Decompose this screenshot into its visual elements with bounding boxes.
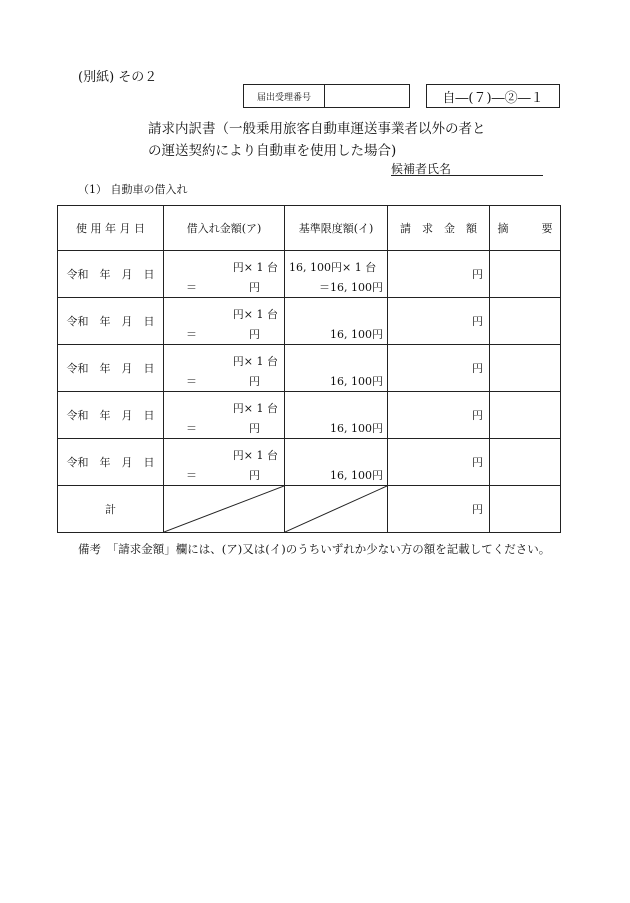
table-row xyxy=(58,298,561,345)
rental-amount-cell[interactable] xyxy=(164,392,285,439)
table-row xyxy=(58,392,561,439)
claim-yen: 円 xyxy=(472,362,483,375)
claim-amount-cell[interactable] xyxy=(388,298,490,345)
total-label: 計 xyxy=(58,486,164,533)
claim-yen: 円 xyxy=(472,456,483,469)
claim-yen: 円 xyxy=(472,315,483,328)
table-row xyxy=(58,251,561,298)
remarks-cell[interactable] xyxy=(490,298,561,345)
claim-yen: 円 xyxy=(472,409,483,422)
header-remarks: 摘 要 xyxy=(490,206,561,251)
claim-amount-cell[interactable] xyxy=(388,439,490,486)
limit-calc-text: 16, 100円× 1 台 xyxy=(289,261,377,274)
rental-yen: 円 xyxy=(249,469,260,482)
total-row xyxy=(58,486,561,533)
rental-calc-text: 円× 1 台 xyxy=(232,261,278,274)
total-rental-diagonal xyxy=(164,486,285,533)
remarks-note: 備考 「請求金額」欄には、(ア)又は(イ)のうちいずれか少ない方の額を記載してください。 xyxy=(78,542,551,556)
table-row xyxy=(58,439,561,486)
equals-sign: ＝ xyxy=(186,281,197,294)
limit-amount: 16, 100円 xyxy=(330,375,383,388)
equals-sign: ＝ xyxy=(186,328,197,341)
usage-date-cell[interactable]: 令和 年 月 日 xyxy=(58,298,164,345)
total-claim-cell[interactable] xyxy=(388,486,490,533)
header-usage-date: 使 用 年 月 日 xyxy=(58,206,164,251)
rental-amount-cell[interactable] xyxy=(164,345,285,392)
claim-amount-cell[interactable] xyxy=(388,251,490,298)
usage-date-cell[interactable]: 令和 年 月 日 xyxy=(58,251,164,298)
equals-sign: ＝ xyxy=(186,422,197,435)
candidate-name-label: 候補者氏名 xyxy=(391,162,452,176)
receipt-number-box xyxy=(243,84,410,108)
limit-amount: 16, 100円 xyxy=(330,469,383,482)
total-remarks-cell[interactable] xyxy=(490,486,561,533)
equals-sign: ＝ xyxy=(186,469,197,482)
rental-yen: 円 xyxy=(249,375,260,388)
rental-yen: 円 xyxy=(249,422,260,435)
table-row xyxy=(58,345,561,392)
receipt-number-label: 届出受理番号 xyxy=(244,85,325,107)
document-title-line2: の運送契約により自動車を使用した場合) xyxy=(148,143,397,159)
candidate-name-field[interactable] xyxy=(391,175,543,176)
rental-yen: 円 xyxy=(249,281,260,294)
section-title: （1） 自動車の借入れ xyxy=(78,183,188,196)
header-standard-limit: 基準限度額(イ) xyxy=(285,206,388,251)
standard-limit-cell xyxy=(285,345,388,392)
rental-amount-cell[interactable] xyxy=(164,251,285,298)
remarks-cell[interactable] xyxy=(490,439,561,486)
usage-date-cell[interactable]: 令和 年 月 日 xyxy=(58,392,164,439)
claim-amount-cell[interactable] xyxy=(388,345,490,392)
standard-limit-cell xyxy=(285,298,388,345)
receipt-number-field[interactable] xyxy=(325,85,409,107)
claim-amount-cell[interactable] xyxy=(388,392,490,439)
rental-calc-text: 円× 1 台 xyxy=(232,402,278,415)
usage-date-cell[interactable]: 令和 年 月 日 xyxy=(58,439,164,486)
rental-calc-text: 円× 1 台 xyxy=(232,355,278,368)
rental-amount-cell[interactable] xyxy=(164,439,285,486)
header-rental-amount: 借入れ金額(ア) xyxy=(164,206,285,251)
diagonal-strike xyxy=(285,486,387,532)
equals-sign: ＝ xyxy=(186,375,197,388)
form-code: 自―(７)―②―１ xyxy=(426,84,560,108)
remarks-cell[interactable] xyxy=(490,251,561,298)
rental-calc-text: 円× 1 台 xyxy=(232,308,278,321)
total-claim-yen: 円 xyxy=(472,503,483,516)
diagonal-strike xyxy=(164,486,284,532)
limit-amount: 16, 100円 xyxy=(330,422,383,435)
remarks-cell[interactable] xyxy=(490,345,561,392)
standard-limit-cell xyxy=(285,392,388,439)
claim-yen: 円 xyxy=(472,268,483,281)
annex-label: (別紙) その２ xyxy=(78,70,158,85)
usage-date-cell[interactable]: 令和 年 月 日 xyxy=(58,345,164,392)
standard-limit-cell xyxy=(285,251,388,298)
remarks-cell[interactable] xyxy=(490,392,561,439)
limit-amount: ＝16, 100円 xyxy=(319,281,383,294)
table-header-row xyxy=(58,206,561,251)
limit-amount: 16, 100円 xyxy=(330,328,383,341)
document-title-line1: 請求内訳書（一般乗用旅客自動車運送事業者以外の者と xyxy=(148,121,486,137)
standard-limit-cell xyxy=(285,439,388,486)
breakdown-table xyxy=(57,205,561,533)
rental-yen: 円 xyxy=(249,328,260,341)
rental-amount-cell[interactable] xyxy=(164,298,285,345)
rental-calc-text: 円× 1 台 xyxy=(232,449,278,462)
total-limit-diagonal xyxy=(285,486,388,533)
header-claim-amount: 請 求 金 額 xyxy=(388,206,490,251)
